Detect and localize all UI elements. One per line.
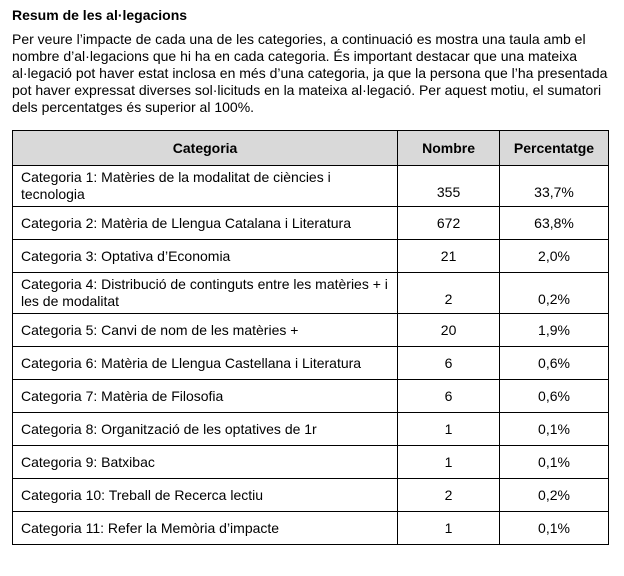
count-cell: 2: [398, 273, 500, 314]
count-cell: 355: [398, 166, 500, 207]
percent-cell: 0,1%: [500, 446, 609, 479]
table-row: [13, 207, 609, 240]
percent-cell: 0,6%: [500, 347, 609, 380]
category-cell: Categoria 5: Canvi de nom de les matèries +: [13, 314, 398, 347]
category-cell: Categoria 4: Distribució de continguts entre les matèries + i les de modalitat: [13, 273, 398, 314]
category-cell: Categoria 11: Refer la Memòria d’impacte: [13, 512, 398, 545]
category-cell: Categoria 7: Matèria de Filosofia: [13, 380, 398, 413]
percent-cell: 0,1%: [500, 512, 609, 545]
intro-paragraph: Per veure l’impacte de cada una de les categories, a continuació es mostra una taula amb el nombre d’al·legacions que hi ha en cada categoria. És important destacar que una mateixa al·legació pot haver estat inclosa en més d’una categoria, ja que la persona que l’ha presentada pot haver expressat diverses sol·licituds en la mateixa al·legació. Per aquest motiu, el sumatori dels percentatges és superior al 100%.: [12, 31, 608, 115]
allegations-table: [12, 130, 609, 545]
section-heading: Resum de les al·legacions: [12, 7, 188, 23]
count-cell: 1: [398, 446, 500, 479]
category-cell: Categoria 10: Treball de Recerca lectiu: [13, 479, 398, 512]
table-row: [13, 413, 609, 446]
count-cell: 2: [398, 479, 500, 512]
table-row: [13, 446, 609, 479]
table-row: [13, 479, 609, 512]
percent-cell: 0,6%: [500, 380, 609, 413]
column-header-count: Nombre: [398, 131, 500, 166]
count-cell: 672: [398, 207, 500, 240]
count-cell: 21: [398, 240, 500, 273]
table-row: [13, 512, 609, 545]
table-header-row: [13, 131, 609, 166]
count-cell: 1: [398, 413, 500, 446]
count-cell: 20: [398, 314, 500, 347]
category-cell: Categoria 6: Matèria de Llengua Castellana i Literatura: [13, 347, 398, 380]
count-cell: 6: [398, 347, 500, 380]
percent-cell: 1,9%: [500, 314, 609, 347]
document-body: [12, 6, 612, 116]
table-row: [13, 347, 609, 380]
percent-cell: 0,2%: [500, 479, 609, 512]
count-cell: 6: [398, 380, 500, 413]
table-row: [13, 273, 609, 314]
category-cell: Categoria 2: Matèria de Llengua Catalana i Literatura: [13, 207, 398, 240]
count-cell: 1: [398, 512, 500, 545]
table-row: [13, 240, 609, 273]
percent-cell: 2,0%: [500, 240, 609, 273]
percent-cell: 0,1%: [500, 413, 609, 446]
category-cell: Categoria 9: Batxibac: [13, 446, 398, 479]
category-cell: Categoria 3: Optativa d’Economia: [13, 240, 398, 273]
table-row: [13, 166, 609, 207]
percent-cell: 63,8%: [500, 207, 609, 240]
column-header-percent: Percentatge: [500, 131, 609, 166]
table-row: [13, 380, 609, 413]
column-header-category: Categoria: [13, 131, 398, 166]
table-row: [13, 314, 609, 347]
percent-cell: 0,2%: [500, 273, 609, 314]
category-cell: Categoria 8: Organització de les optatives de 1r: [13, 413, 398, 446]
percent-cell: 33,7%: [500, 166, 609, 207]
category-cell: Categoria 1: Matèries de la modalitat de ciències i tecnologia: [13, 166, 398, 207]
